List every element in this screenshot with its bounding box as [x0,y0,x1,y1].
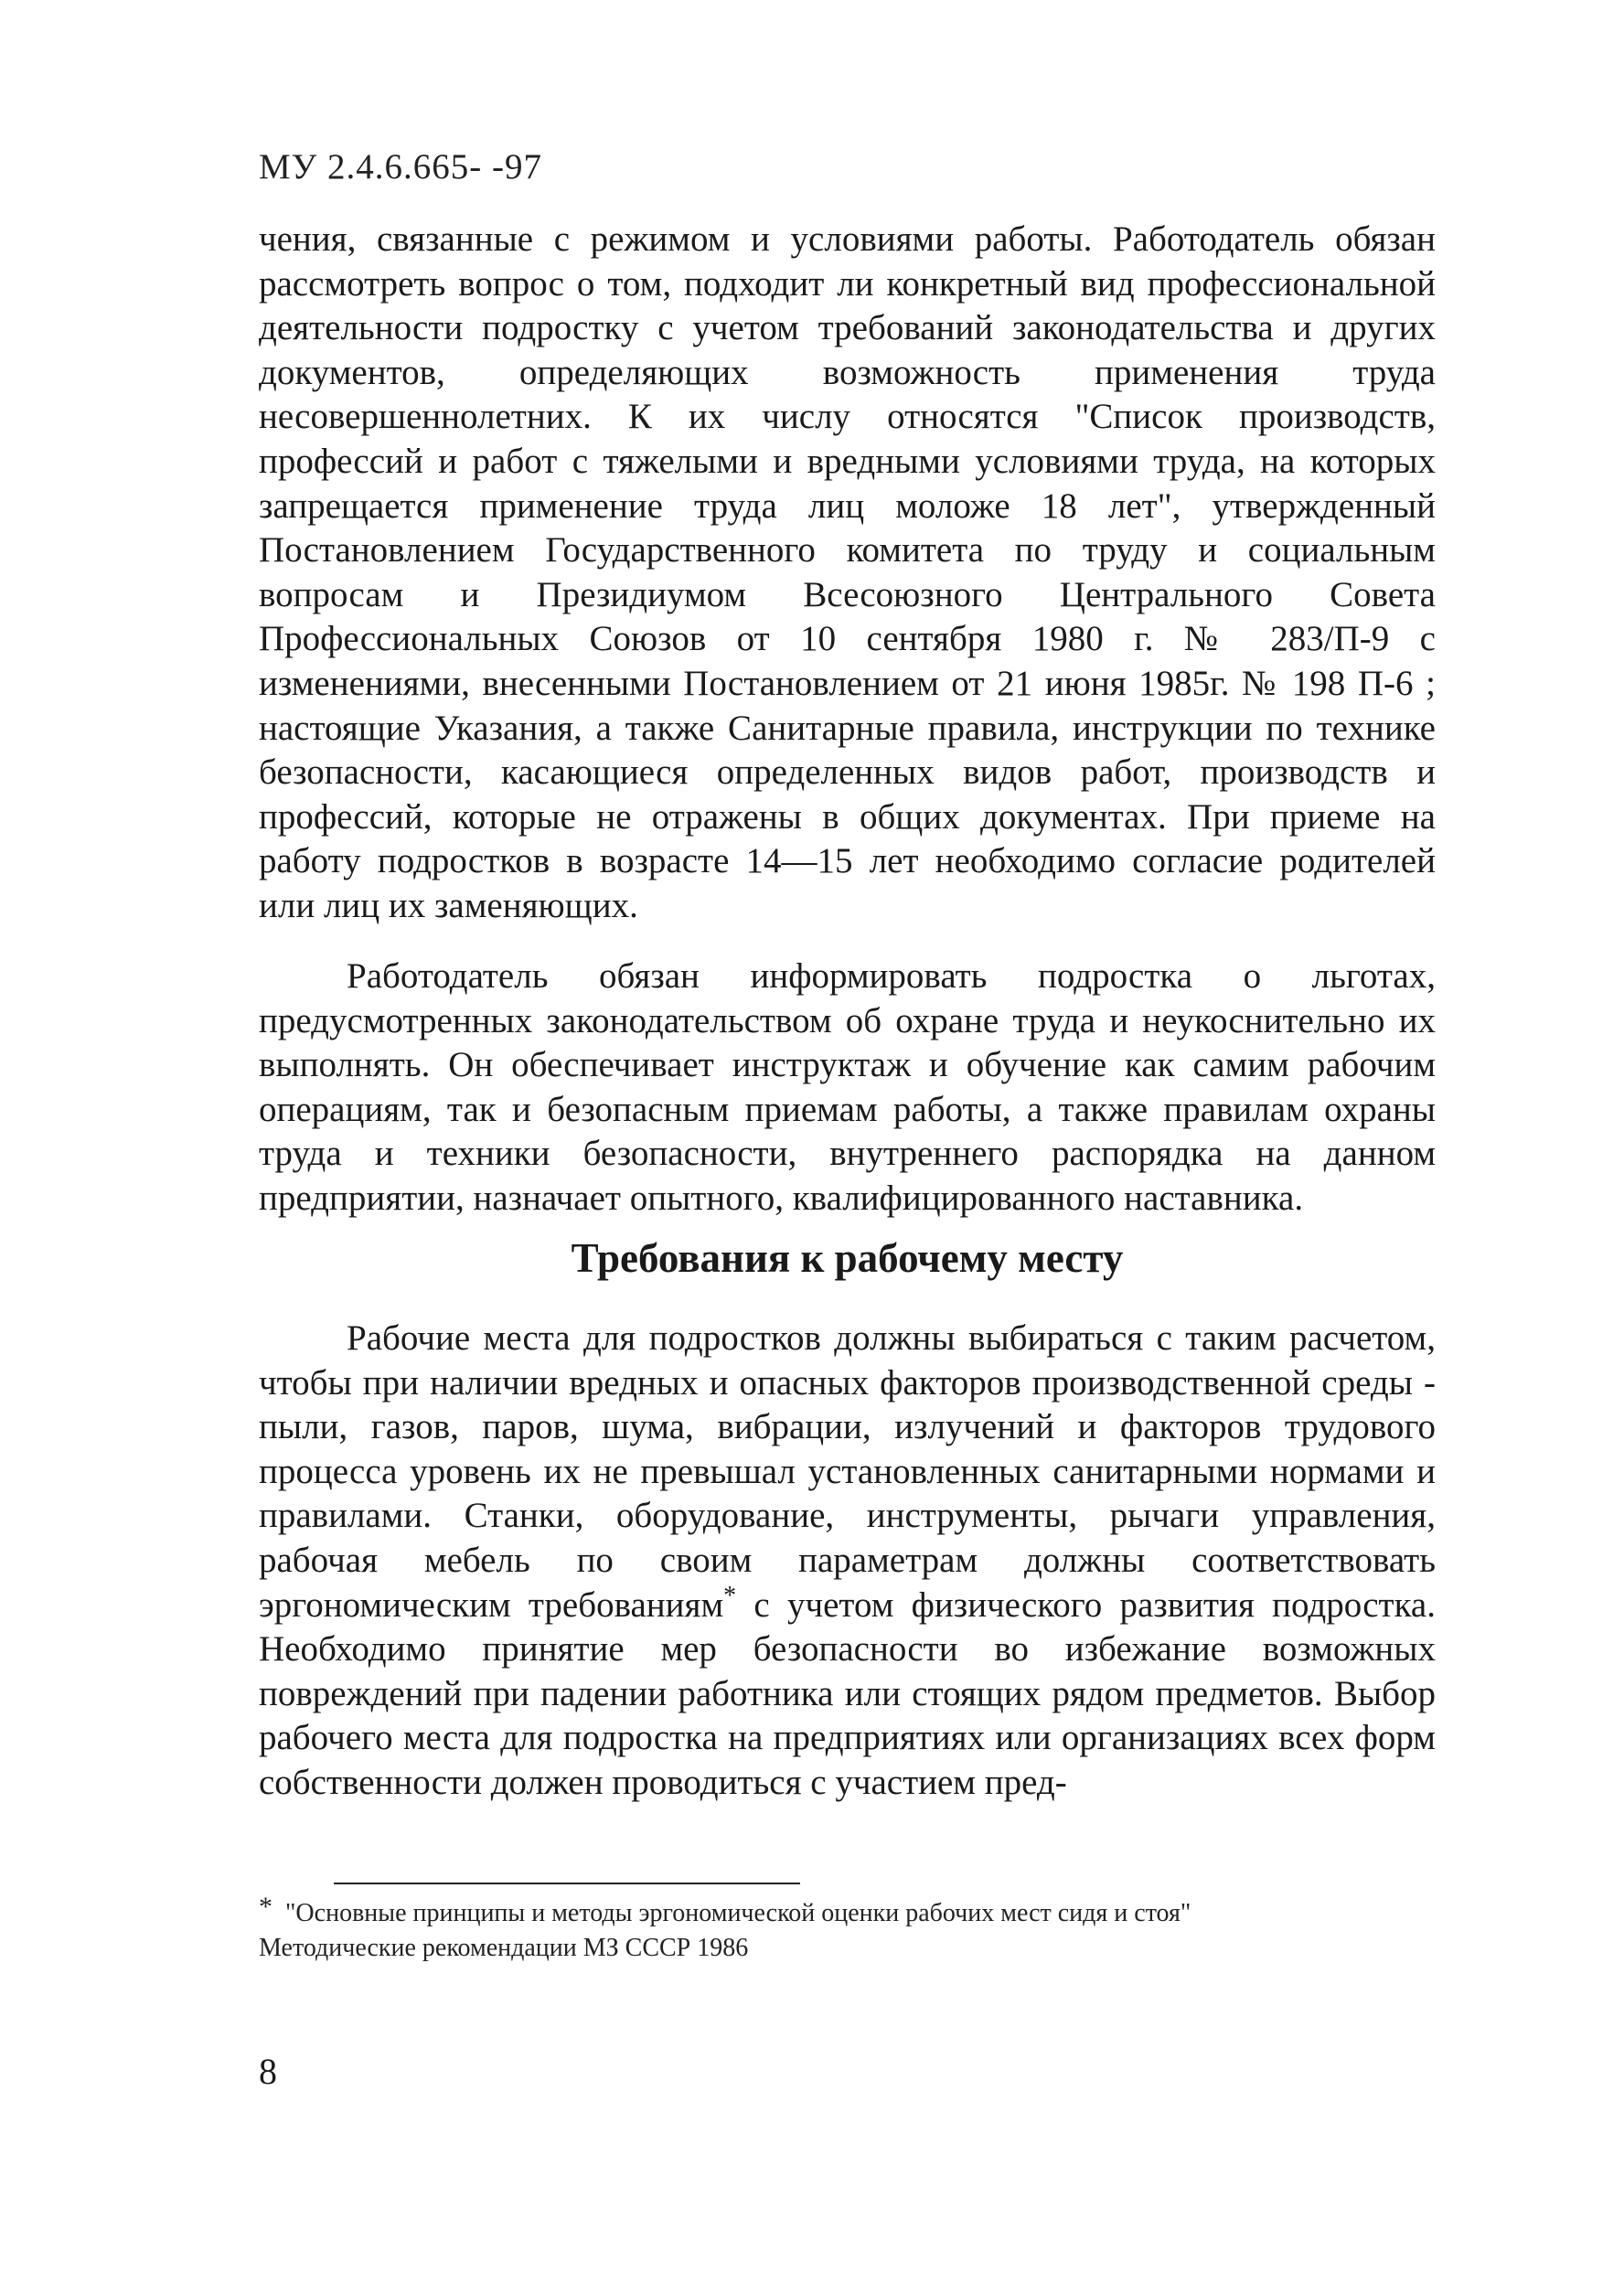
section-heading: Требования к рабочему месту [571,1235,1124,1281]
footnote [259,1890,1436,1966]
page-number: 8 [259,2051,277,2092]
footnote-line-1 [259,1890,1436,1931]
paragraph-3 [259,1317,1436,1806]
footnote-mark: * [259,1892,272,1922]
body-text-block-2 [259,955,1436,1222]
body-text-block-3 [259,1317,1436,1806]
footnote-reference-mark: * [723,1581,737,1610]
paragraph-1: чения, связанные с режимом и условиями работы. Работодатель обязан рассмотреть вопрос о том, подходит ли конкретный вид профессиональной деятельности подростку с учетом требований законодательства и других документов, определяющих возможность применения труда несовершеннолетних. К их числу относятся "Список производств, профессий и работ с тяжелыми и вредными условиями труда, на которых запрещается применение труда лиц моложе 18 лет", утвержденный Постановлением Государственного комитета по труду и социальным вопросам и Президиумом Всесоюзного Центрального Совета Профессиональных Союзов от 10 сентября 1980 г. № 283/П-9 с изменениями, внесенными Постановлением от 21 июня 1985г. № 198 П-6 ; настоящие Указания, а также Санитарные правила, инструкции по технике безопасности, касающиеся определенных видов работ, производств и профессий, которые не отражены в общих документах. При приеме на работу подростков в возрасте 14—15 лет необходимо согласие родителей или лиц их заменяющих. [259,219,1436,925]
body-text-block-1 [259,218,1436,929]
paragraph-3-part-2: с учетом физического развития подростка. Необходимо принятие мер безопасности во избежание возможных повреждений при падении работника или стоящих рядом предметов. Выбор рабочего места для подростка на предприятиях или организациях всех форм собственности должен проводиться с участием пред- [259,1584,1436,1802]
running-head: МУ 2.4.6.665- -97 [259,147,543,187]
paragraph-2: Работодатель обязан информировать подростка о льготах, предусмотренных законодательством об охране труда и неукоснительно их выполнять. Он обеспечивает инструктаж и обучение как самим рабочим операциям, так и безопасным приемам работы, а также правилам охраны труда и техники безопасности, внутреннего распорядка на данном предприятии, назначает опытного, квалифицированного наставника. [259,956,1436,1218]
footnote-separator-line [334,1883,800,1884]
paragraph-3-part-1: Рабочие места для подростков должны выбираться с таким расчетом, чтобы при наличии вредных и опасных факторов производственной среды - пыли, газов, паров, шума, вибрации, излучений и факторов трудового процесса уровень их не превышал установленных санитарными нормами и правилами. Станки, оборудование, инструменты, рычаги управления, рабочая мебель по своим параметрам должны соответствовать эргономическим требованиям [259,1318,1436,1625]
footnote-line-2: Методические рекомендации МЗ СССР 1986 [259,1934,749,1962]
footnote-text-1: "Основные принципы и методы эргономической оценки рабочих мест сидя и стоя" [285,1899,1191,1927]
